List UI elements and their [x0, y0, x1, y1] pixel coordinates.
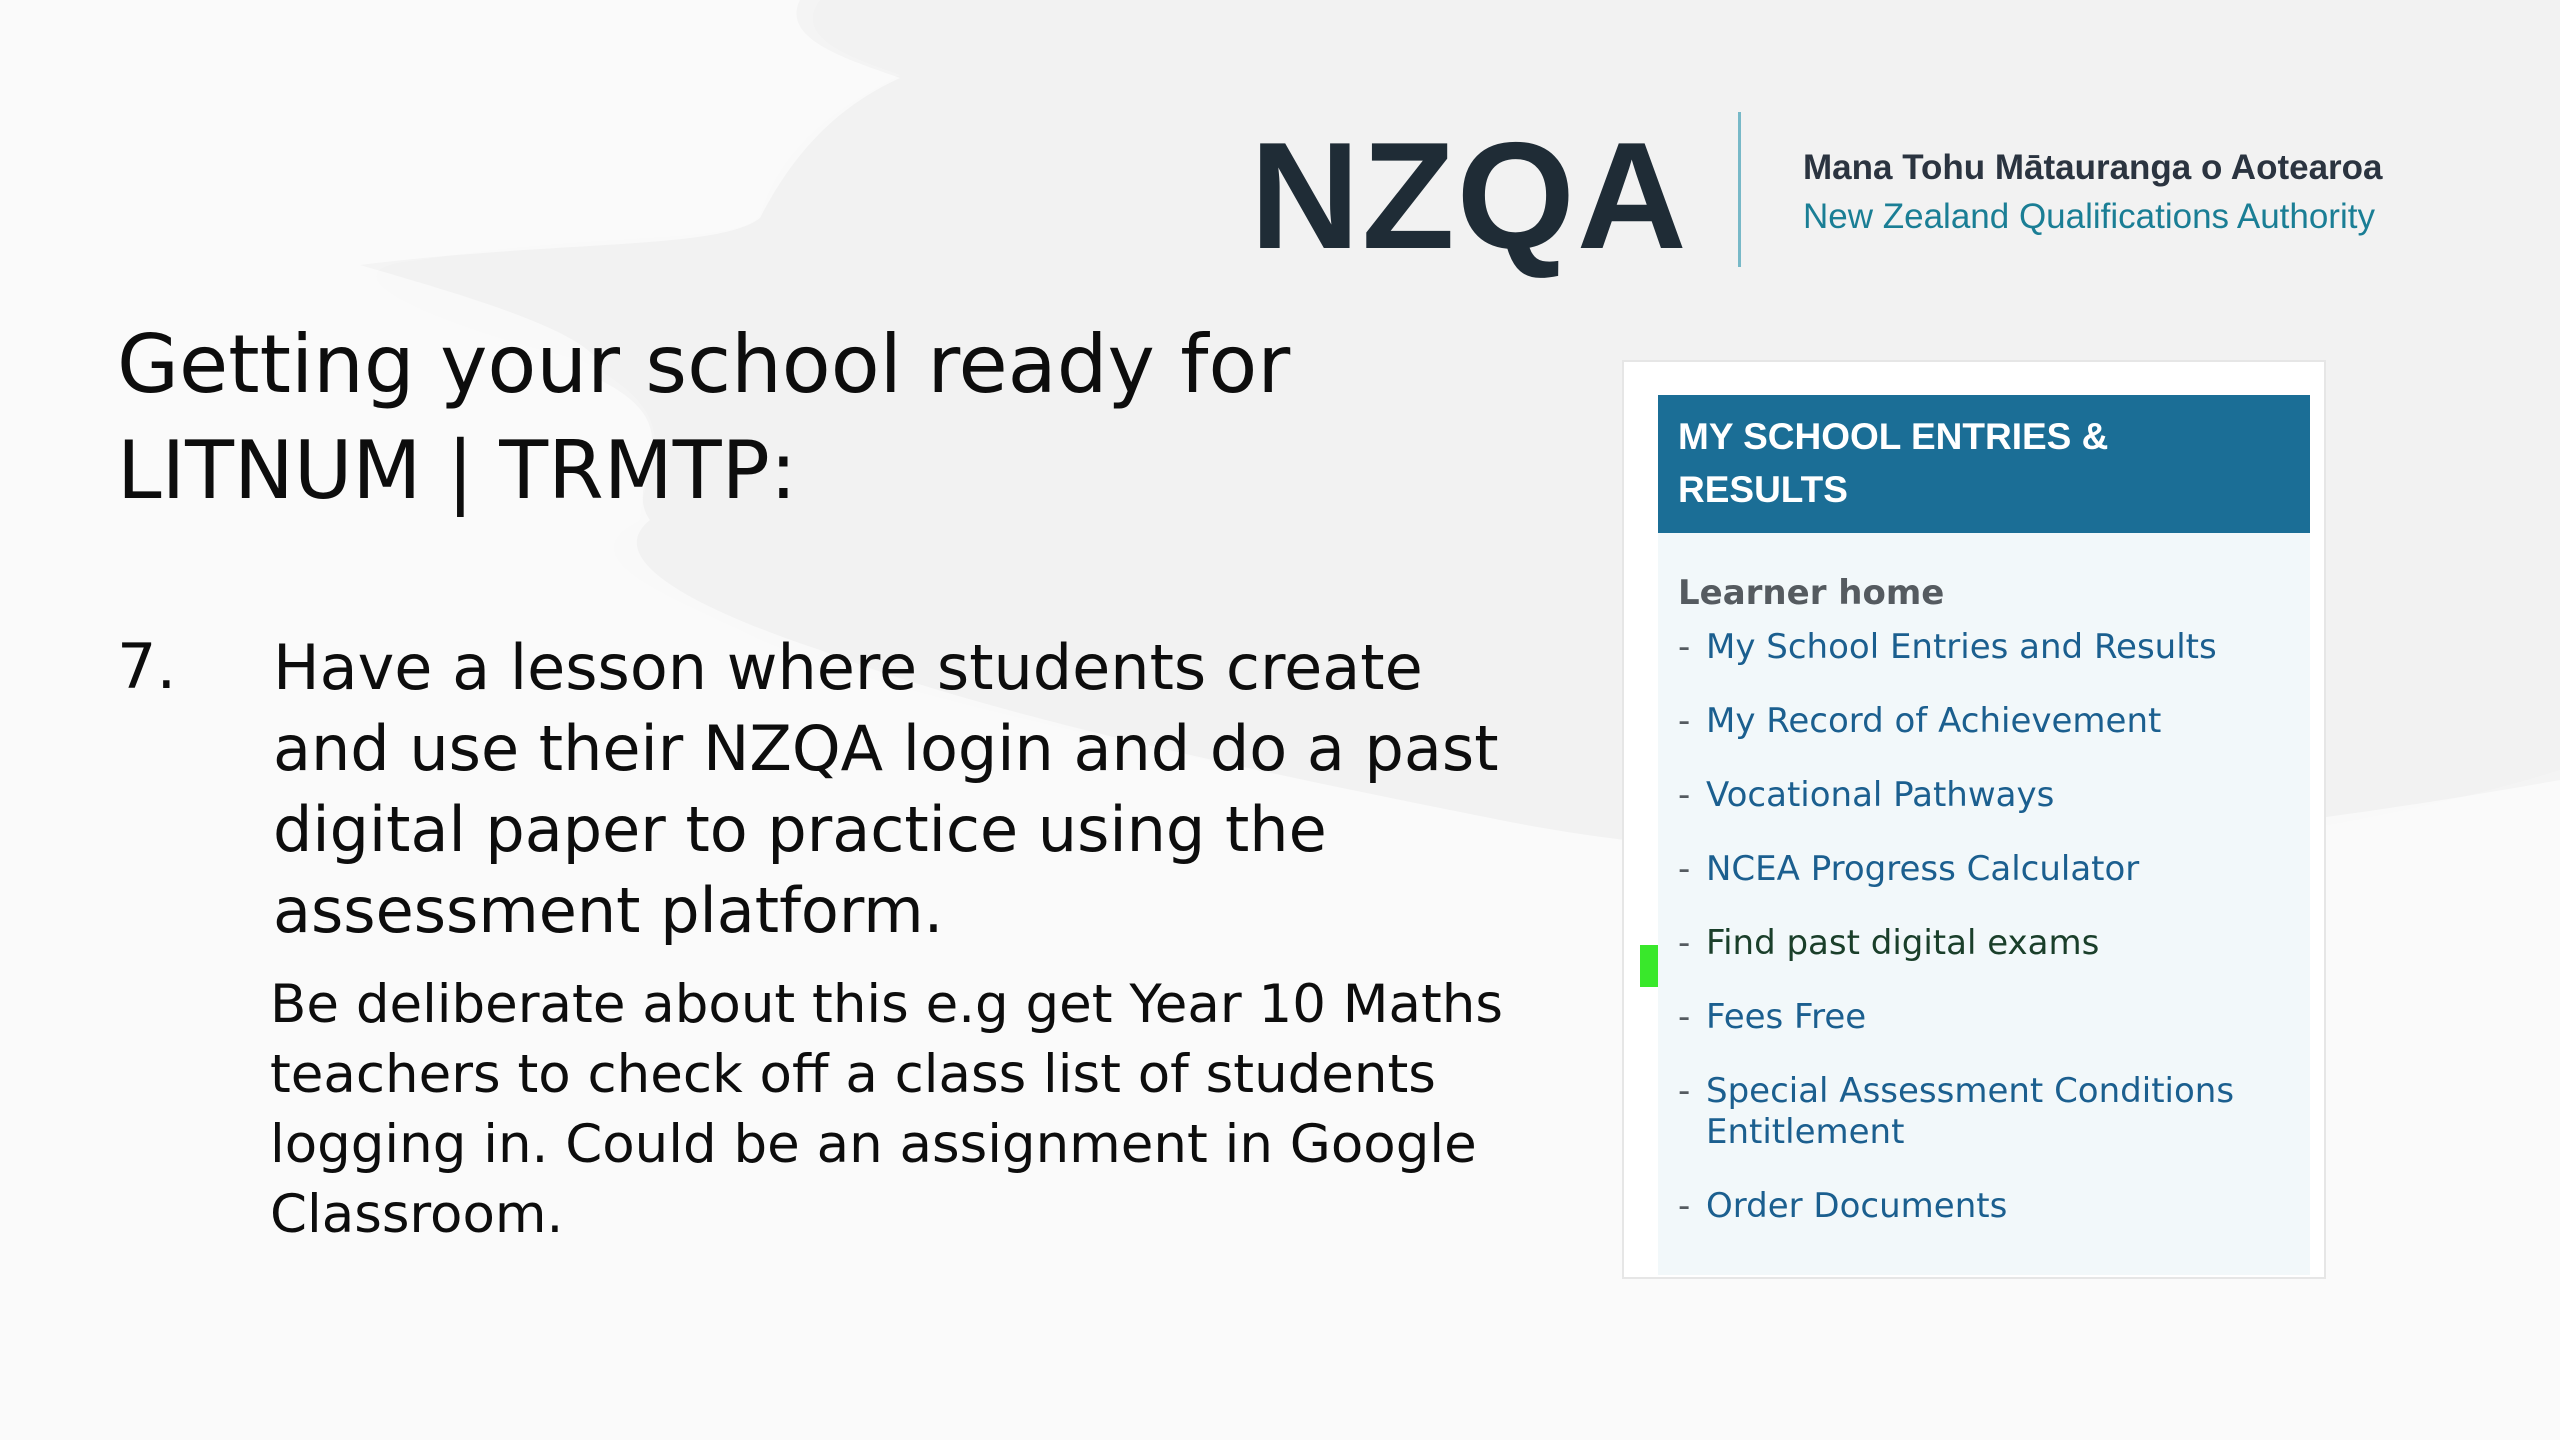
slide-title	[117, 312, 1290, 524]
step-note-line: Be deliberate about this e.g get Year 10 Maths	[270, 974, 1503, 1035]
logo-text: NZQA	[1250, 111, 1689, 281]
menu-bullet: -	[1678, 775, 1691, 815]
panel-header	[1658, 395, 2310, 533]
learner-home-heading: Learner home	[1678, 573, 1945, 613]
menu-link-label: Find past digital exams	[1706, 923, 2100, 963]
menu-link-label: NCEA Progress Calculator	[1706, 849, 2140, 889]
step-text-line: digital paper to practice using the	[273, 793, 1327, 866]
menu-link-label: Entitlement	[1706, 1112, 1905, 1152]
slide-title-line: Getting your school ready for	[117, 318, 1291, 411]
menu-link-find-past-digital-exams[interactable]	[1678, 923, 2318, 964]
learner-menu	[1678, 627, 2318, 1260]
menu-bullet: -	[1678, 701, 1691, 741]
logo-tagline	[1803, 143, 2383, 241]
logo-divider	[1738, 112, 1741, 267]
logo-english-name: New Zealand Qualifications Authority	[1803, 197, 2375, 236]
menu-link-special-assessment-conditions[interactable]	[1678, 1071, 2318, 1153]
menu-bullet: -	[1678, 1071, 1691, 1111]
menu-link-label: Special Assessment Conditions	[1706, 1071, 2235, 1111]
slide-title-line: LITNUM | TRMTP:	[117, 424, 797, 517]
step-text-line: assessment platform.	[273, 874, 944, 947]
step-note-line: logging in. Could be an assignment in Google	[270, 1114, 1477, 1175]
menu-bullet: -	[1678, 849, 1691, 889]
logo-maori-name: Mana Tohu Mātauranga o Aotearoa	[1803, 148, 2383, 187]
panel-header-line: MY SCHOOL ENTRIES &	[1678, 416, 2109, 457]
step-text-line: and use their NZQA login and do a past	[273, 712, 1499, 785]
menu-link-label: My School Entries and Results	[1706, 627, 2217, 667]
step-note	[270, 970, 1530, 1250]
nzqa-logo	[1250, 110, 1700, 281]
nzqa-logo-mark	[1250, 110, 1700, 281]
menu-link-record-of-achievement[interactable]	[1678, 701, 2318, 742]
menu-bullet: -	[1678, 997, 1691, 1037]
menu-link-label: My Record of Achievement	[1706, 701, 2162, 741]
step-note-line: Classroom.	[270, 1184, 564, 1245]
step-text	[273, 627, 1533, 951]
step-text-line: Have a lesson where students create	[273, 631, 1423, 704]
step-number: 7.	[117, 630, 177, 703]
nzqa-logo-wordmark	[1250, 111, 1689, 281]
step-note-line: teachers to check off a class list of students	[270, 1044, 1436, 1105]
menu-link-order-documents[interactable]	[1678, 1186, 2318, 1227]
menu-link-vocational-pathways[interactable]	[1678, 775, 2318, 816]
menu-bullet: -	[1678, 1186, 1691, 1226]
menu-link-label: Fees Free	[1706, 997, 1867, 1037]
menu-link-ncea-progress-calculator[interactable]	[1678, 849, 2318, 890]
learner-menu-panel	[1658, 395, 2310, 1275]
panel-header-line: RESULTS	[1678, 469, 1848, 510]
menu-link-school-entries[interactable]	[1678, 627, 2318, 668]
menu-bullet: -	[1678, 627, 1691, 667]
menu-bullet: -	[1678, 923, 1691, 963]
menu-link-label: Order Documents	[1706, 1186, 2008, 1226]
menu-link-label: Vocational Pathways	[1706, 775, 2055, 815]
menu-link-fees-free[interactable]	[1678, 997, 2318, 1038]
